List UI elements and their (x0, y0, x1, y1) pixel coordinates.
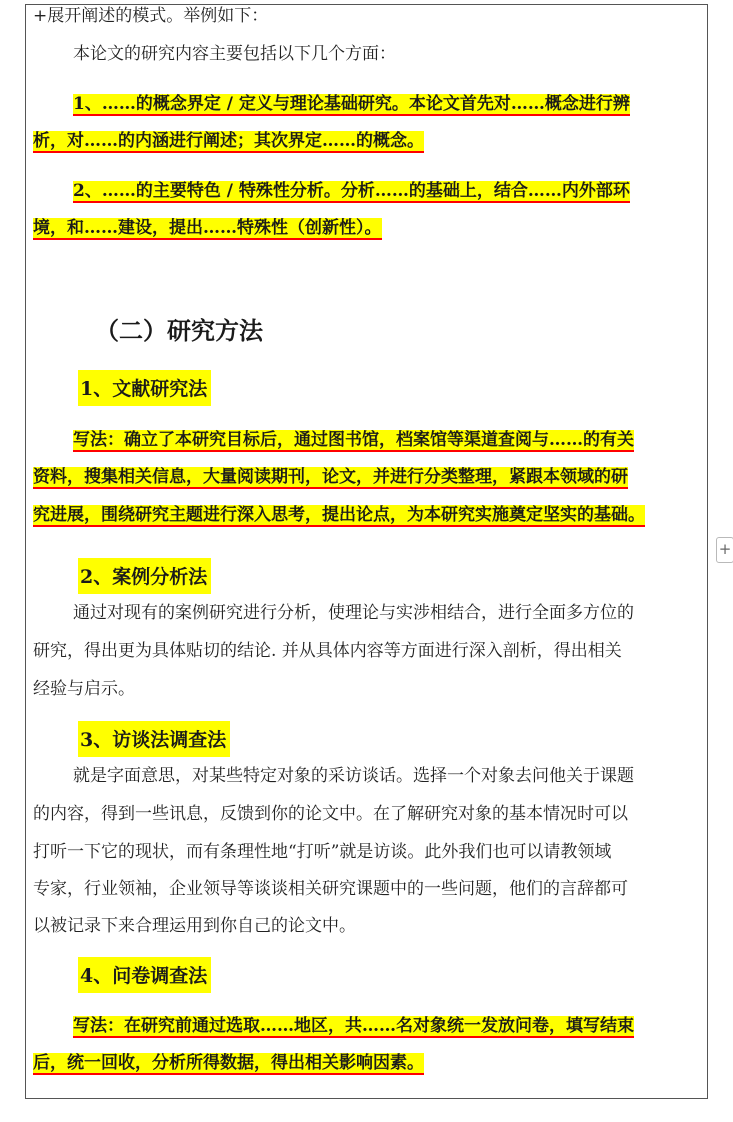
method-1-line-2: 资料，搜集相关信息，大量阅读期刊，论文，并进行分类整理，紧跟本领域的研 (33, 465, 703, 489)
method-2-line-1: 通过对现有的案例研究进行分析，使理论与实涉相结合，进行全面多方位的 (73, 603, 634, 623)
content-item-2-line-1: 2、……的主要特色 / 特殊性分析。分析……的基础上，结合……内外部环 (73, 179, 703, 203)
method-1-line-3: 究进展，围绕研究主题进行深入思考，提出论点，为本研究实施奠定坚实的基础。 (33, 503, 703, 527)
method-2-line-3: 经验与启示。 (33, 679, 135, 699)
method-3-line-2: 的内容，得到一些讯息，反馈到你的论文中。在了解研究对象的基本情况时可以 (33, 804, 628, 824)
method-4-line-1: 写法：在研究前通过选取……地区，共……名对象统一发放问卷，填写结束 (73, 1014, 703, 1038)
section-title: （二）研究方法 (95, 317, 263, 345)
method-3-title: 3、访谈法调查法 (78, 721, 230, 757)
method-2-title: 2、案例分析法 (78, 558, 211, 594)
method-1-line-1: 写法：确立了本研究目标后，通过图书馆，档案馆等渠道查阅与……的有关 (73, 428, 703, 452)
content-item-1-line-1: 1、……的概念界定 / 定义与理论基础研究。本论文首先对……概念进行辨 (73, 92, 703, 116)
content-item-2-line-2: 境，和……建设，提出……特殊性（创新性）。 (33, 216, 703, 240)
method-3-line-4: 专家，行业领袖，企业领导等谈谈相关研究课题中的一些问题，他们的言辞都可 (33, 879, 628, 899)
intro-paragraph: 本论文的研究内容主要包括以下几个方面： (73, 44, 396, 64)
method-4-title: 4、问卷调查法 (78, 957, 211, 993)
method-3-line-5: 以被记录下来合理运用到你自己的论文中。 (33, 916, 356, 936)
top-fragment: +展开阐述的模式。举例如下： (33, 6, 269, 26)
content-item-1-line-2: 析，对……的内涵进行阐述；其次界定……的概念。 (33, 129, 703, 153)
method-2-line-2: 研究，得出更为具体贴切的结论. 并从具体内容等方面进行深入剖析，得出相关 (33, 641, 622, 661)
method-3-line-3: 打听一下它的现状，而有条理性地“打听”就是访谈。此外我们也可以请教领域 (33, 842, 612, 862)
method-4-line-2: 后，统一回收，分析所得数据，得出相关影响因素。 (33, 1051, 703, 1075)
method-3-line-1: 就是字面意思，对某些特定对象的采访谈话。选择一个对象去问他关于课题 (73, 766, 634, 786)
add-comment-handle[interactable]: + (716, 537, 733, 563)
method-1-title: 1、文献研究法 (78, 370, 211, 406)
